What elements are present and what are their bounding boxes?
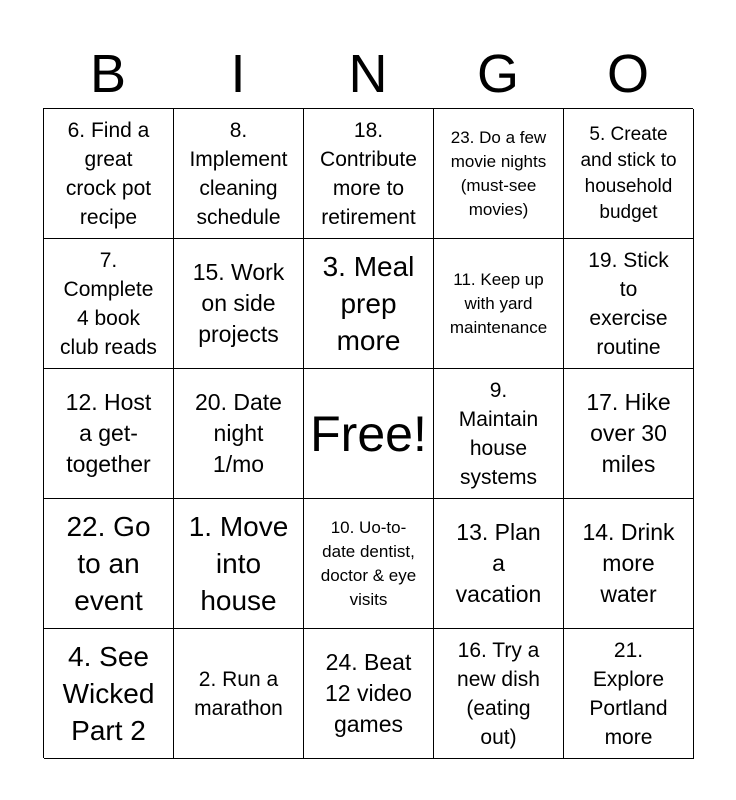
cell-text: 2. Run a marathon: [194, 667, 283, 720]
bingo-header: [43, 40, 693, 108]
bingo-cell-r1-c1[interactable]: [44, 109, 174, 239]
bingo-cell-r5-c4[interactable]: [434, 629, 564, 759]
bingo-cell-r2-c2[interactable]: [174, 239, 304, 369]
bingo-cell-free[interactable]: [304, 369, 434, 499]
bingo-cell-r2-c5[interactable]: [564, 239, 694, 369]
cell-text: 23. Do a few movie nights (must-see movies): [450, 127, 547, 219]
cell-text: 19. Stick to exercise routine: [588, 248, 669, 359]
header-letter-g: G: [476, 44, 519, 104]
bingo-cell-r1-c3[interactable]: [304, 109, 434, 239]
bingo-cell-r4-c1[interactable]: [44, 499, 174, 629]
bingo-cell-r3-c4[interactable]: [434, 369, 564, 499]
cell-text: 22. Go to an event: [66, 511, 151, 616]
bingo-cell-r4-c3[interactable]: [304, 499, 434, 629]
bingo-cell-r2-c1[interactable]: [44, 239, 174, 369]
cell-text: 4. See Wicked Part 2: [62, 641, 155, 746]
cell-text: 20. Date night 1/mo: [195, 389, 282, 477]
bingo-cell-r5-c1[interactable]: [44, 629, 174, 759]
bingo-cell-r4-c4[interactable]: [434, 499, 564, 629]
cell-text: 1. Move into house: [188, 511, 289, 616]
bingo-cell-r5-c3[interactable]: [304, 629, 434, 759]
cell-text: 24. Beat 12 video games: [325, 649, 412, 737]
cell-text: 6. Find a great crock pot recipe: [65, 118, 152, 229]
bingo-cell-r3-c2[interactable]: [174, 369, 304, 499]
header-letter-b: B: [89, 44, 127, 104]
header-letter-i: I: [230, 44, 246, 104]
cell-text: 17. Hike over 30 miles: [586, 389, 671, 477]
bingo-cell-r4-c5[interactable]: [564, 499, 694, 629]
cell-text: 21. Explore Portland more: [589, 638, 668, 749]
cell-text: 14. Drink more water: [582, 519, 675, 607]
header-letter-o: O: [606, 44, 649, 104]
cell-text: 11. Keep up with yard maintenance: [449, 269, 548, 337]
cell-text: 13. Plan a vacation: [455, 519, 542, 607]
bingo-cell-r1-c4[interactable]: [434, 109, 564, 239]
bingo-cell-r2-c3[interactable]: [304, 239, 434, 369]
bingo-cell-r4-c2[interactable]: [174, 499, 304, 629]
bingo-cell-r5-c2[interactable]: [174, 629, 304, 759]
bingo-cell-r1-c2[interactable]: [174, 109, 304, 239]
cell-text: 12. Host a get- together: [65, 389, 152, 477]
cell-text: 15. Work on side projects: [192, 259, 285, 347]
cell-text: 3. Meal prep more: [322, 251, 415, 356]
cell-text: 9. Maintain house systems: [458, 378, 539, 489]
bingo-cell-r5-c5[interactable]: [564, 629, 694, 759]
bingo-cell-r3-c5[interactable]: [564, 369, 694, 499]
cell-text: 18. Contribute more to retirement: [320, 118, 417, 229]
bingo-card-grid: [43, 108, 693, 758]
bingo-cell-r1-c5[interactable]: [564, 109, 694, 239]
free-space-text: Free!: [310, 405, 427, 462]
bingo-cell-r2-c4[interactable]: [434, 239, 564, 369]
cell-text: 7. Complete 4 book club reads: [60, 248, 157, 359]
cell-text: 5. Create and stick to household budget: [580, 123, 677, 223]
header-letter-n: N: [348, 44, 388, 104]
cell-text: 10. Uo-to- date dentist, doctor & eye visits: [320, 517, 417, 609]
cell-text: 8. Implement cleaning schedule: [189, 118, 288, 229]
bingo-cell-r3-c1[interactable]: [44, 369, 174, 499]
cell-text: 16. Try a new dish (eating out): [457, 638, 540, 749]
